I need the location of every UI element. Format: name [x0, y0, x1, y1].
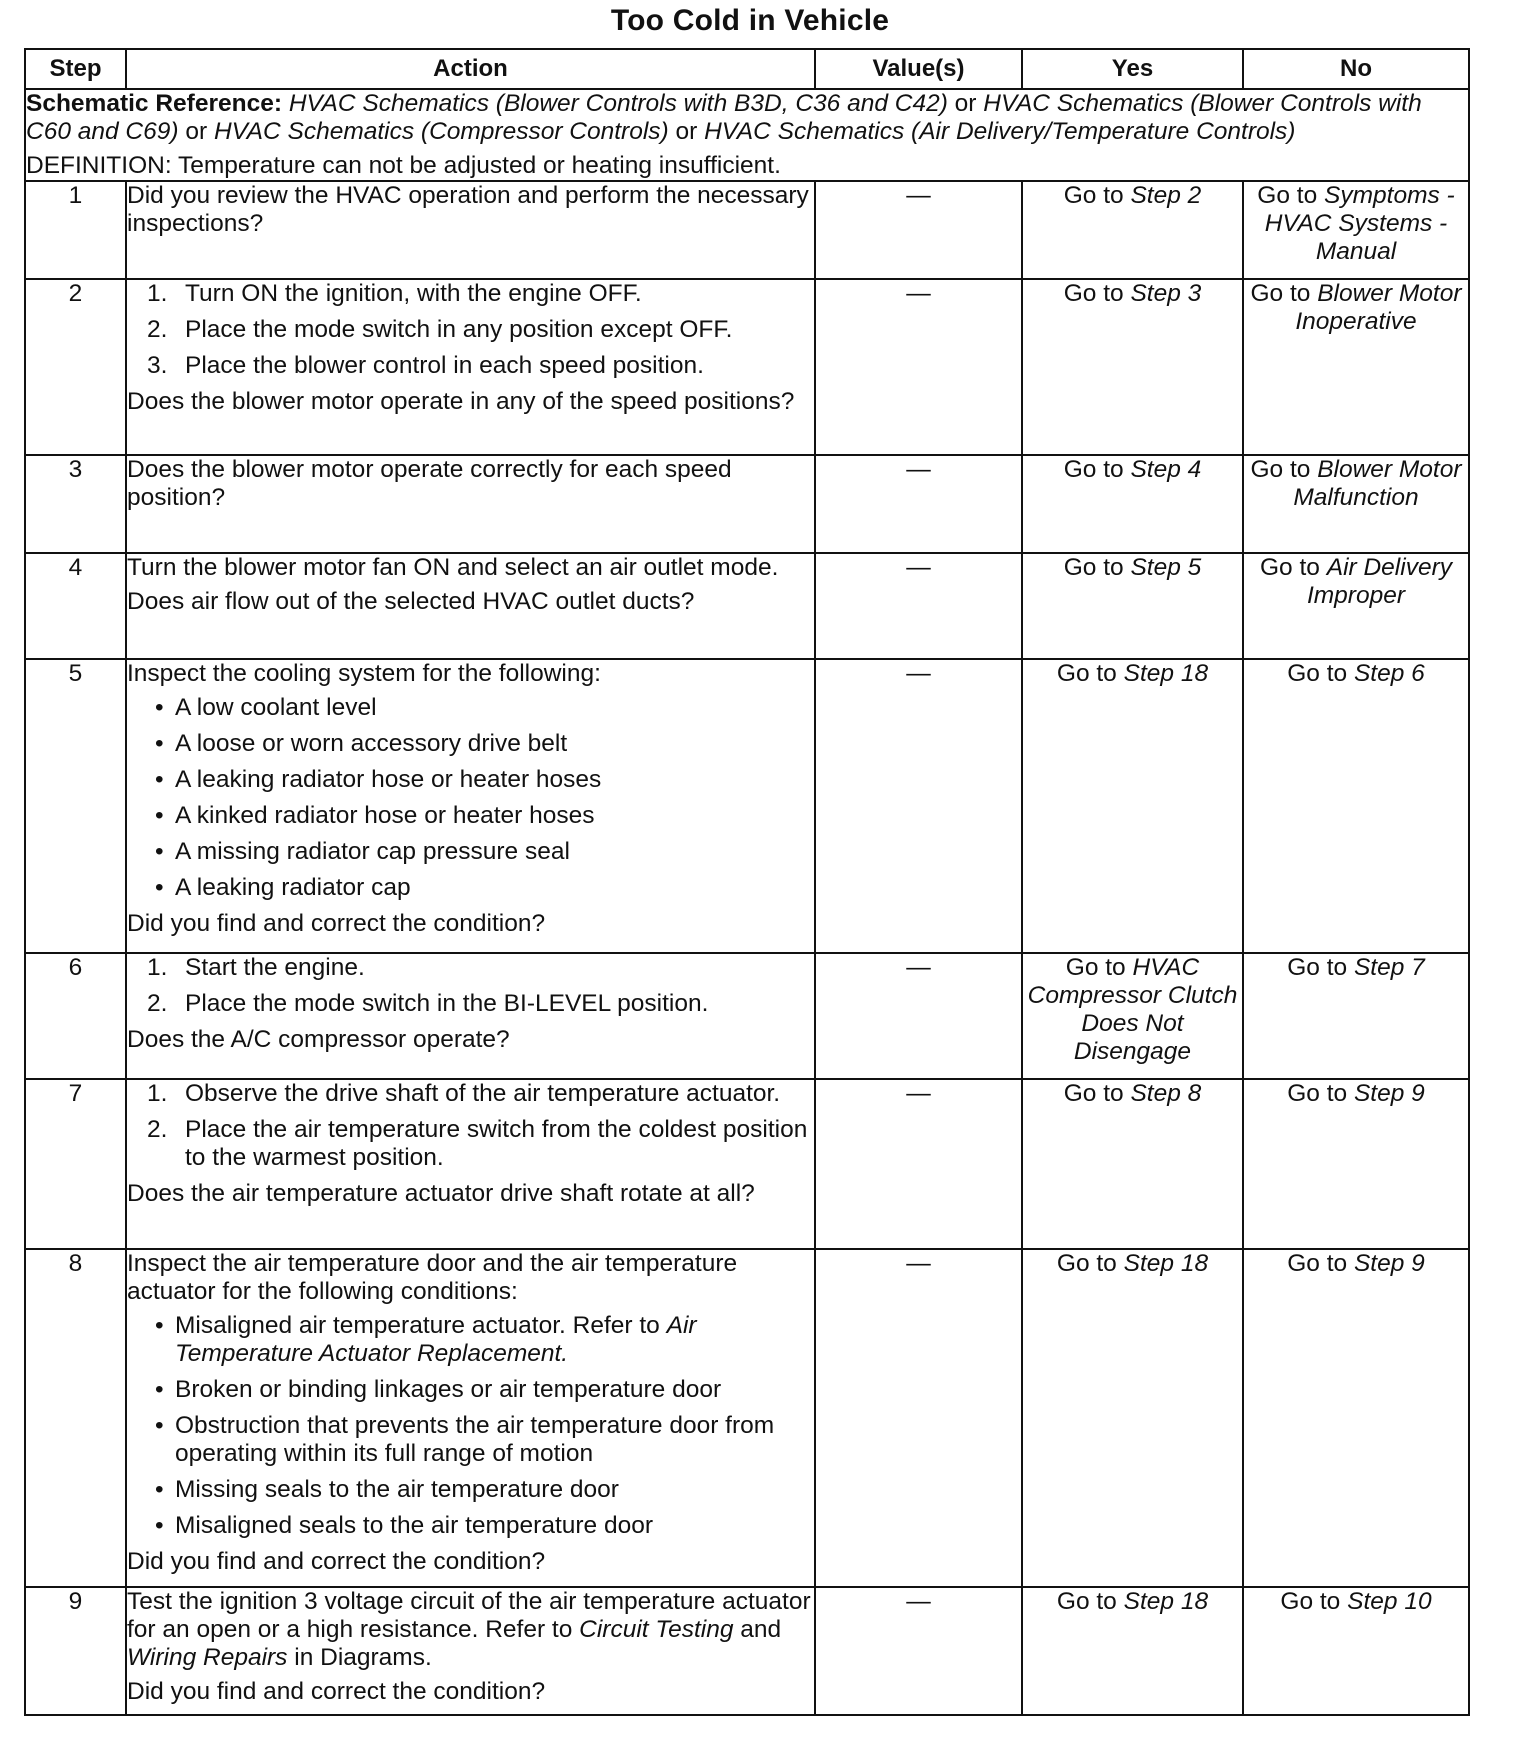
yes-link[interactable]: Step 18	[1123, 1588, 1209, 1615]
table-row	[25, 953, 1469, 1079]
action-cell	[126, 953, 815, 1079]
no-prefix: Go to	[1287, 954, 1354, 981]
no-prefix: Go to	[1287, 1250, 1354, 1277]
header-no: No	[1243, 49, 1469, 89]
yes-prefix: Go to	[1065, 954, 1133, 981]
action-cell	[126, 553, 815, 659]
no-prefix: Go to	[1250, 280, 1318, 307]
list-item: • Broken or binding linkages or air temperature door	[155, 1376, 722, 1403]
substep-list	[127, 1080, 814, 1172]
yes-link[interactable]: Step 18	[1123, 660, 1209, 687]
intro-text: Inspect the cooling system for the following:	[127, 660, 601, 687]
no-prefix: Go to	[1280, 1588, 1348, 1615]
value-cell: —	[815, 279, 1022, 455]
no-cell	[1243, 1587, 1469, 1715]
schematic-reference	[25, 89, 1469, 181]
step-number: 4	[25, 553, 126, 659]
no-link[interactable]: Blower Motor Inoperative	[1295, 280, 1462, 335]
no-link[interactable]: Step 7	[1353, 954, 1425, 981]
table-row	[25, 455, 1469, 553]
header-action: Action	[126, 49, 815, 89]
reference-row	[25, 89, 1469, 181]
question: Did you find and correct the condition?	[127, 1548, 546, 1575]
step-number: 7	[25, 1079, 126, 1249]
list-item: 2. Place the mode switch in any position except OFF.	[147, 316, 733, 343]
no-link[interactable]: Step 10	[1347, 1588, 1432, 1615]
reference-or: or	[947, 90, 984, 117]
question: Did you find and correct the condition?	[127, 1678, 546, 1705]
value-cell: —	[815, 455, 1022, 553]
table-row	[25, 659, 1469, 953]
list-item: 1. Start the engine.	[147, 954, 365, 981]
list-item: • Misaligned seals to the air temperature door	[155, 1512, 654, 1539]
question: Does the blower motor operate correctly for each speed position?	[127, 456, 732, 511]
action-cell	[126, 1079, 815, 1249]
no-cell	[1243, 1249, 1469, 1587]
yes-cell	[1022, 553, 1243, 659]
question: Did you review the HVAC operation and perform the necessary inspections?	[127, 182, 809, 237]
yes-cell	[1022, 1587, 1243, 1715]
circuit-testing-link[interactable]: Circuit Testing	[579, 1616, 734, 1643]
reference-or: or	[668, 118, 705, 145]
yes-link[interactable]: Step 3	[1130, 280, 1202, 307]
yes-prefix: Go to	[1056, 1588, 1124, 1615]
yes-prefix: Go to	[1063, 182, 1131, 209]
action-cell	[126, 1249, 815, 1587]
header-yes: Yes	[1022, 49, 1243, 89]
action-cell	[126, 1587, 815, 1715]
reference-link[interactable]: HVAC Schematics (Blower Controls with C60 and C69)	[26, 90, 1422, 145]
list-item: 2. Place the air temperature switch from the coldest position to the warmest position.	[147, 1116, 808, 1171]
yes-prefix: Go to	[1063, 280, 1131, 307]
no-prefix: Go to	[1287, 1080, 1354, 1107]
step-number: 2	[25, 279, 126, 455]
table-row	[25, 553, 1469, 659]
substep-list	[127, 280, 814, 380]
yes-prefix: Go to	[1063, 456, 1131, 483]
yes-cell	[1022, 659, 1243, 953]
question: Does air flow out of the selected HVAC outlet ducts?	[127, 588, 695, 615]
reference-link[interactable]: HVAC Schematics (Air Delivery/Temperature Controls)	[704, 118, 1296, 145]
value-cell: —	[815, 1079, 1022, 1249]
yes-cell	[1022, 953, 1243, 1079]
list-item: 2. Place the mode switch in the BI-LEVEL position.	[147, 990, 709, 1017]
table-row	[25, 1079, 1469, 1249]
yes-cell	[1022, 279, 1243, 455]
page-title: Too Cold in Vehicle	[610, 4, 890, 37]
yes-cell	[1022, 1249, 1243, 1587]
no-link[interactable]: Step 9	[1353, 1250, 1425, 1277]
header-row	[25, 49, 1469, 89]
diagnostic-table	[24, 48, 1470, 1716]
value-cell: —	[815, 553, 1022, 659]
no-cell	[1243, 659, 1469, 953]
header-step: Step	[25, 49, 126, 89]
value-cell: —	[815, 953, 1022, 1079]
table-row	[25, 1249, 1469, 1587]
bullet-list	[127, 1312, 814, 1540]
step-number: 3	[25, 455, 126, 553]
no-link[interactable]: Symptoms - HVAC Systems - Manual	[1264, 182, 1455, 265]
yes-link[interactable]: HVAC Compressor Clutch Does Not Disengage	[1027, 954, 1238, 1065]
no-link[interactable]: Air Delivery Improper	[1306, 554, 1452, 609]
no-cell	[1243, 553, 1469, 659]
action-cell	[126, 181, 815, 279]
no-cell	[1243, 279, 1469, 455]
no-prefix: Go to	[1260, 554, 1327, 581]
list-item: • A leaking radiator hose or heater hoses	[155, 766, 602, 793]
value-cell: —	[815, 1587, 1022, 1715]
yes-link[interactable]: Step 2	[1130, 182, 1202, 209]
intro-text: Inspect the air temperature door and the air temperature actuator for the following conditions:	[127, 1250, 738, 1305]
no-cell	[1243, 455, 1469, 553]
header-values: Value(s)	[815, 49, 1022, 89]
yes-cell	[1022, 181, 1243, 279]
action-cell	[126, 279, 815, 455]
value-cell: —	[815, 659, 1022, 953]
list-item: • A low coolant level	[155, 694, 377, 721]
step-number: 8	[25, 1249, 126, 1587]
list-item: • Obstruction that prevents the air temperature door from operating within its full range of motion	[155, 1412, 775, 1467]
list-item: • Missing seals to the air temperature door	[155, 1476, 619, 1503]
reference-label: Schematic Reference:	[26, 90, 283, 117]
question: Did you find and correct the condition?	[127, 910, 546, 937]
table-row	[25, 181, 1469, 279]
step-number: 6	[25, 953, 126, 1079]
no-cell	[1243, 1079, 1469, 1249]
list-item: • Misaligned air temperature actuator. Refer to Air Temperature Actuator Replacement.	[155, 1312, 697, 1367]
no-cell	[1243, 181, 1469, 279]
yes-link[interactable]: Step 5	[1130, 554, 1202, 581]
value-cell: —	[815, 1249, 1022, 1587]
substep-list	[127, 954, 814, 1018]
table-row	[25, 1587, 1469, 1715]
no-prefix: Go to	[1250, 456, 1318, 483]
intro-text: Test the ignition 3 voltage circuit of the air temperature actuator for an open or a high resistance. Refer to Circuit Testing and Wiring Repairs in Diagrams.	[127, 1588, 811, 1671]
yes-prefix: Go to	[1056, 1250, 1124, 1277]
yes-link[interactable]: Step 8	[1130, 1080, 1202, 1107]
wiring-repairs-link[interactable]: Wiring Repairs	[127, 1644, 288, 1671]
table-row	[25, 279, 1469, 455]
no-link[interactable]: Step 6	[1353, 660, 1425, 687]
definition: DEFINITION: Temperature can not be adjusted or heating insufficient.	[26, 152, 781, 179]
list-item: • A missing radiator cap pressure seal	[155, 838, 570, 865]
step-number: 5	[25, 659, 126, 953]
yes-cell	[1022, 1079, 1243, 1249]
yes-prefix: Go to	[1063, 1080, 1131, 1107]
list-item: 1. Turn ON the ignition, with the engine OFF.	[147, 280, 642, 307]
reference-or: or	[178, 118, 214, 145]
no-prefix: Go to	[1287, 660, 1354, 687]
step-number: 9	[25, 1587, 126, 1715]
yes-link[interactable]: Step 4	[1130, 456, 1202, 483]
yes-link[interactable]: Step 18	[1123, 1250, 1209, 1277]
yes-prefix: Go to	[1063, 554, 1131, 581]
list-item: 3. Place the blower control in each speed position.	[147, 352, 704, 379]
action-cell	[126, 659, 815, 953]
value-cell: —	[815, 181, 1022, 279]
question: Does the A/C compressor operate?	[127, 1026, 510, 1053]
list-item: • A leaking radiator cap	[155, 874, 411, 901]
intro-text: Turn the blower motor fan ON and select an air outlet mode.	[127, 554, 779, 581]
reference-link[interactable]: HVAC Schematics (Compressor Controls)	[213, 118, 669, 145]
action-cell	[126, 455, 815, 553]
list-item: 1. Observe the drive shaft of the air temperature actuator.	[147, 1080, 781, 1107]
no-link[interactable]: Blower Motor Malfunction	[1293, 456, 1462, 511]
question: Does the air temperature actuator drive shaft rotate at all?	[127, 1180, 755, 1207]
list-item: • A loose or worn accessory drive belt	[155, 730, 568, 757]
replacement-link[interactable]: Air Temperature Actuator Replacement.	[175, 1312, 697, 1367]
no-cell	[1243, 953, 1469, 1079]
step-number: 1	[25, 181, 126, 279]
bullet-list	[127, 694, 814, 902]
yes-prefix: Go to	[1056, 660, 1124, 687]
question: Does the blower motor operate in any of the speed positions?	[127, 388, 795, 415]
no-link[interactable]: Step 9	[1353, 1080, 1425, 1107]
reference-link[interactable]: HVAC Schematics (Blower Controls with B3D, C36 and C42)	[288, 90, 948, 117]
yes-cell	[1022, 455, 1243, 553]
no-prefix: Go to	[1257, 182, 1325, 209]
list-item: • A kinked radiator hose or heater hoses	[155, 802, 595, 829]
